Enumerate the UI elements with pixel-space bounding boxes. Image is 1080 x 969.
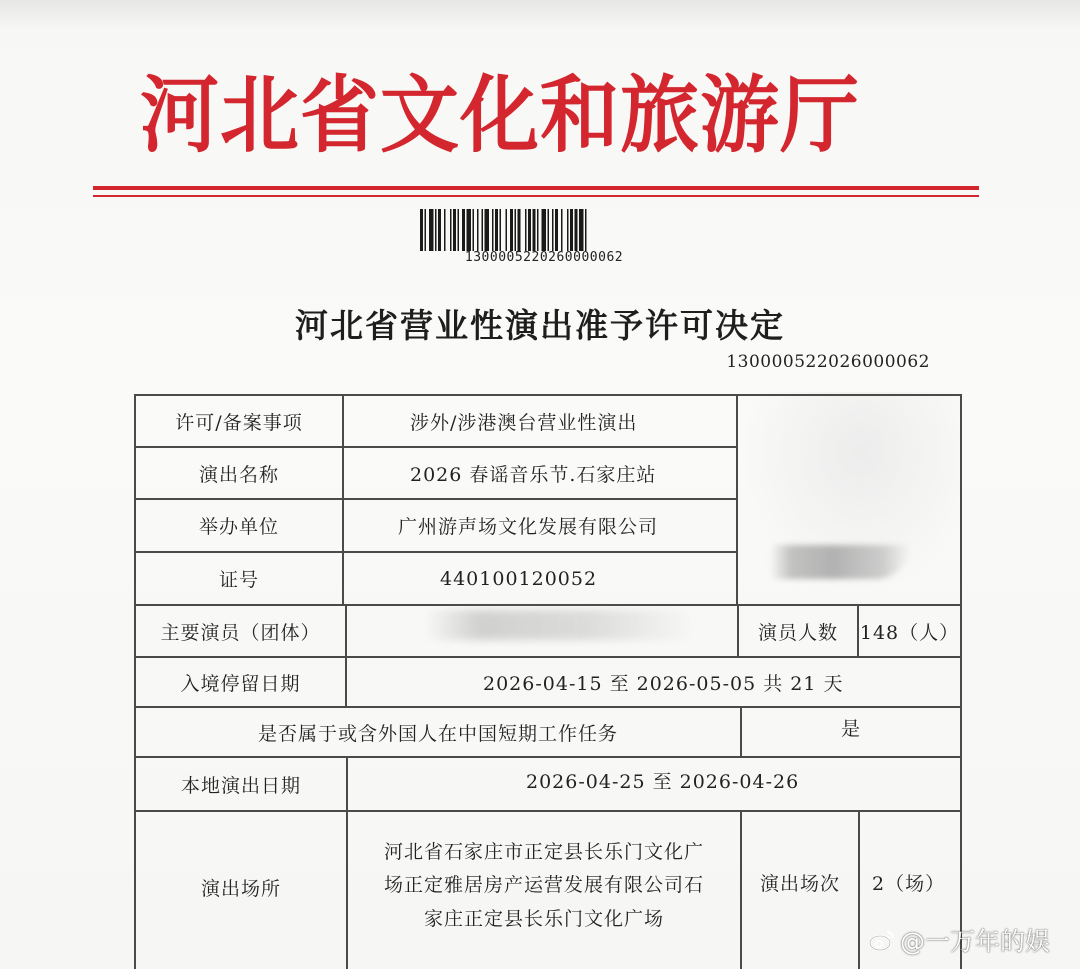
- cell-venue-label: 演出场所: [200, 877, 281, 900]
- barcode-bar: [528, 209, 531, 251]
- cell-license-value: 440100120052: [440, 567, 598, 590]
- barcode-bar: [435, 209, 437, 251]
- barcode: [418, 209, 668, 251]
- barcode-bar: [506, 209, 508, 251]
- barcode-bar: [462, 209, 465, 251]
- barcode-number: 1300005220260000062: [464, 250, 624, 265]
- cell-venue-value: [348, 816, 740, 956]
- table-border-right: [960, 394, 962, 969]
- cell-foreign-work-label: 是否属于或含外国人在中国短期工作任务: [257, 722, 618, 745]
- barcode-bar: [542, 209, 547, 251]
- venue-line: 家庄正定县长乐门文化广场: [423, 907, 664, 930]
- weibo-icon: [868, 928, 896, 952]
- barcode-bar: [485, 209, 490, 251]
- agency-letterhead: 河北省文化和旅游厅: [140, 66, 860, 165]
- barcode-bar: [425, 209, 427, 251]
- cell-local-dates-label: 本地演出日期: [180, 774, 301, 797]
- barcode-bar: [444, 209, 446, 251]
- bleed-through-shadow: [0, 0, 1080, 30]
- barcode-bar: [495, 209, 498, 251]
- barcode-bar: [567, 209, 569, 251]
- barcode-bar: [555, 209, 558, 251]
- photo-divider: [736, 394, 738, 606]
- barcode-bar: [438, 209, 441, 251]
- cell-performers-label: 主要演员（团体）: [160, 621, 321, 644]
- barcode-bar: [537, 209, 539, 251]
- cell-performer-count-value: 148（人）: [859, 621, 960, 644]
- cell-name-value: 2026 春谣音乐节.石家庄站: [410, 463, 657, 486]
- barcode-bar: [575, 209, 578, 251]
- barcode-bar: [518, 209, 521, 251]
- barcode-bar: [500, 209, 502, 251]
- cell-item-value: 涉外/涉港澳台营业性演出: [410, 411, 638, 434]
- barcode-bar: [492, 209, 494, 251]
- source-watermark: [868, 922, 1050, 958]
- barcode-bar: [450, 209, 452, 251]
- barcode-bar: [579, 209, 584, 251]
- barcode-bar: [525, 209, 527, 251]
- letterhead-rule-thick: [93, 186, 979, 190]
- barcode-bar: [548, 209, 550, 251]
- cell-organizer-label: 举办单位: [198, 516, 279, 538]
- document-title: 河北省营业性演出准予许可决定: [295, 306, 785, 345]
- letterhead-rule-thin: [93, 195, 979, 197]
- cell-performer-count-label: 演员人数: [757, 621, 838, 644]
- barcode-bar: [420, 209, 423, 251]
- barcode-bar: [585, 209, 587, 251]
- cell-shows-label: 演出场次: [759, 872, 840, 895]
- barcode-bar: [515, 209, 517, 251]
- cell-name-label: 演出名称: [198, 463, 279, 486]
- barcode-bar: [453, 209, 456, 251]
- barcode-bar: [477, 209, 479, 251]
- cell-item-label: 许可/备案事项: [175, 411, 303, 434]
- barcode-bar: [482, 209, 484, 251]
- document-number: 130000522026000062: [726, 352, 930, 372]
- cell-license-label: 证号: [218, 569, 259, 591]
- cell-local-dates-value: 2026-04-25 至 2026-04-26: [526, 770, 800, 793]
- cell-entry-label: 入境停留日期: [180, 672, 301, 695]
- cell-foreign-work-value: 是: [840, 717, 861, 740]
- barcode-bar: [570, 209, 573, 251]
- cell-shows-value: 2（场）: [872, 872, 946, 895]
- venue-line: 河北省石家庄市正定县长乐门文化广: [383, 841, 704, 864]
- cell-entry-value: 2026-04-15 至 2026-05-05 共 21 天: [483, 672, 844, 695]
- redacted-photo: [770, 545, 910, 579]
- venue-line: 场正定雅居房产运营发展有限公司石: [383, 874, 704, 897]
- redacted-performers: [425, 610, 695, 640]
- cell-organizer-value: 广州游声场文化发展有限公司: [398, 516, 659, 538]
- barcode-bar: [458, 209, 460, 251]
- barcode-bar: [429, 209, 434, 251]
- watermark-text: @一万年的娱: [900, 927, 1051, 956]
- barcode-bar: [552, 209, 554, 251]
- barcode-bar: [510, 209, 513, 251]
- barcode-bar: [561, 209, 563, 251]
- barcode-bar: [533, 209, 536, 251]
- barcode-bar: [467, 209, 472, 251]
- barcode-bar: [473, 209, 475, 251]
